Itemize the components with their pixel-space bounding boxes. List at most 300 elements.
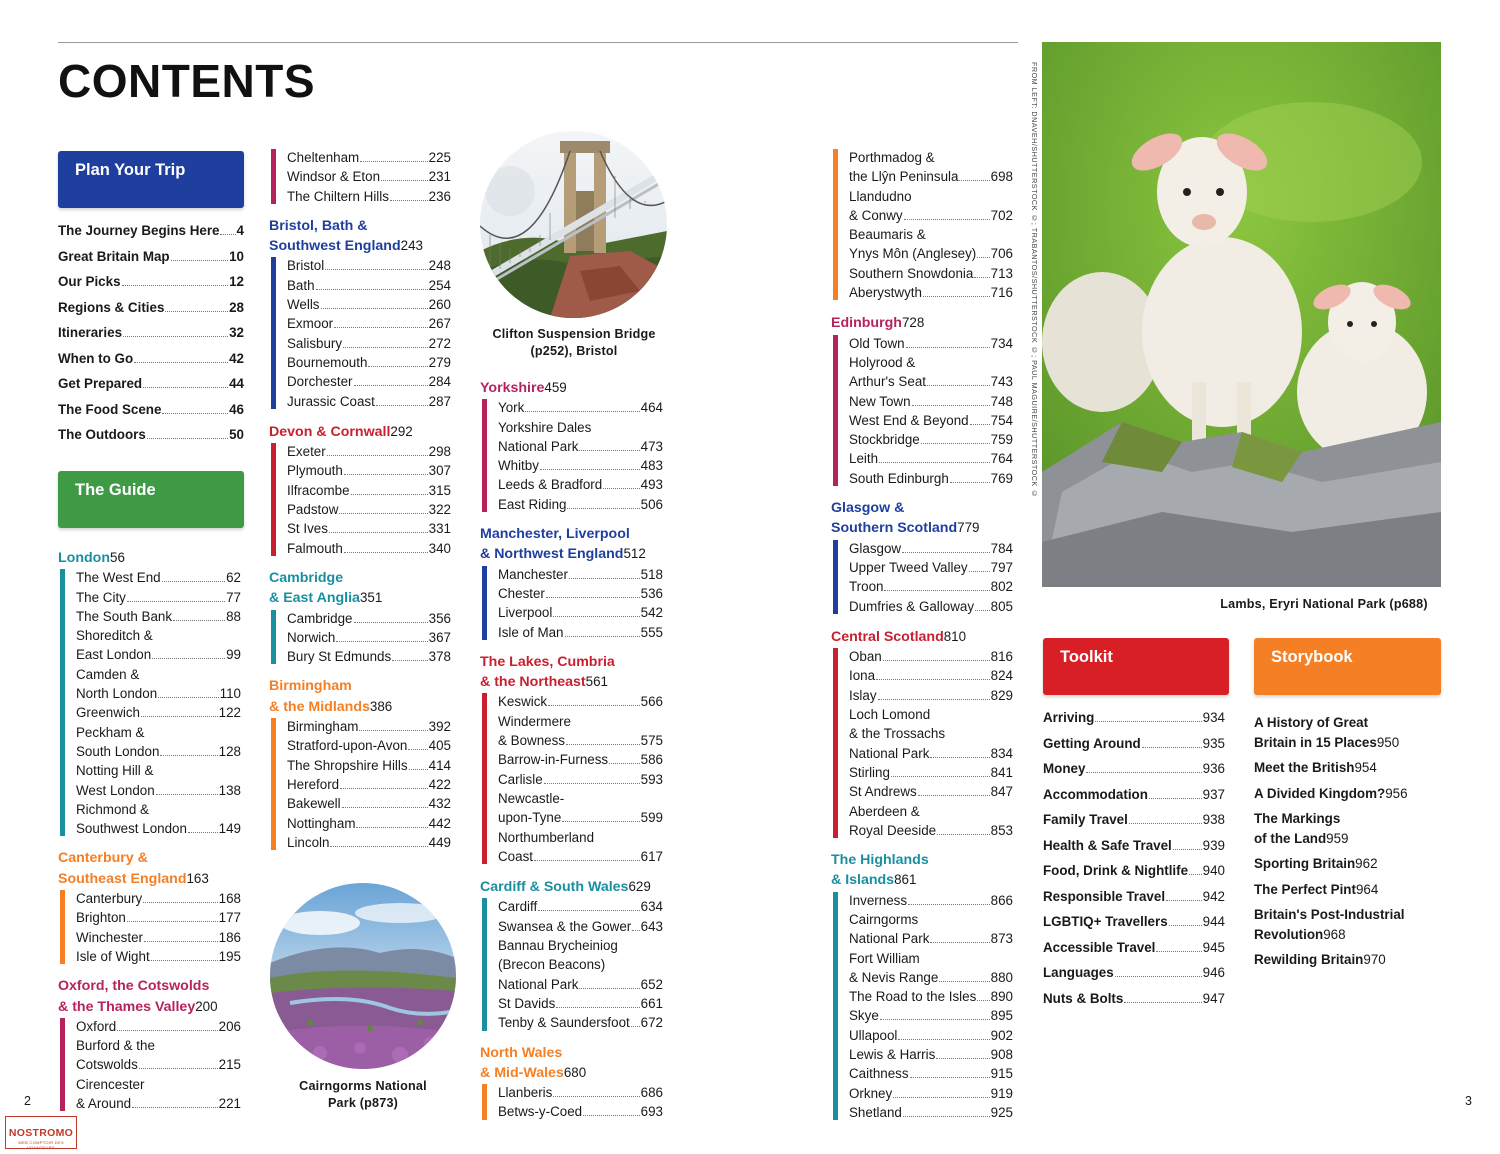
section-item[interactable] xyxy=(849,666,1013,685)
section-item-page: 99 xyxy=(226,647,241,663)
section-item[interactable] xyxy=(849,1084,1013,1103)
section-item-name: & Nevis Range xyxy=(849,969,939,985)
section-color-bar xyxy=(60,1018,65,1111)
section-item[interactable] xyxy=(287,187,451,206)
section-item[interactable] xyxy=(849,411,1013,430)
dot-leader xyxy=(339,513,427,514)
storybook-entry-last xyxy=(1254,733,1436,753)
section-item[interactable] xyxy=(498,495,663,514)
storybook-entry-page: 950 xyxy=(1376,734,1400,750)
section-item[interactable] xyxy=(849,821,1013,840)
photo-credit: FROM LEFT: DNAVEH/SHUTTERSTOCK ©; TRABANTOS/SHUTTERSTOCK ©; PAUL MAGUIRE/SHUTTERSTOCK © xyxy=(1030,62,1039,499)
section-item-name: West London xyxy=(76,782,155,798)
section-item[interactable] xyxy=(849,686,1013,705)
dot-leader xyxy=(937,834,990,835)
toolkit-entry[interactable] xyxy=(1043,838,1225,864)
section-items xyxy=(831,148,1013,302)
section-item-name: National Park xyxy=(498,438,579,454)
section-item[interactable] xyxy=(287,276,451,295)
section-item-page: 356 xyxy=(428,610,451,626)
plan-entry[interactable] xyxy=(58,402,244,428)
section-item[interactable] xyxy=(76,588,241,607)
section-item-name: The Road to the Isles xyxy=(849,989,977,1005)
plan-entry-name: The Food Scene xyxy=(58,401,162,417)
page-title: CONTENTS xyxy=(58,55,315,107)
section-item[interactable] xyxy=(287,461,451,480)
dot-leader xyxy=(330,846,427,847)
section-item[interactable] xyxy=(849,283,1013,302)
section-item-page: 652 xyxy=(640,976,663,992)
section-item[interactable] xyxy=(849,539,1013,558)
section-title[interactable] xyxy=(269,677,451,717)
section-item-name: Norwich xyxy=(287,629,336,645)
section-item[interactable] xyxy=(849,891,1013,910)
section-item-page: 177 xyxy=(218,910,241,926)
section-item-name: Southwest London xyxy=(76,821,187,837)
section-item[interactable] xyxy=(849,558,1013,577)
section-items xyxy=(269,717,451,852)
plan-entry[interactable] xyxy=(58,427,244,453)
section-item[interactable] xyxy=(849,577,1013,596)
section-item[interactable] xyxy=(498,584,663,603)
dot-leader xyxy=(632,930,639,931)
storybook-list xyxy=(1254,713,1436,970)
dot-leader xyxy=(342,807,428,808)
section-item[interactable] xyxy=(498,750,663,769)
plan-entry-page: 50 xyxy=(229,427,244,442)
dot-leader xyxy=(910,1077,990,1078)
section-item[interactable] xyxy=(287,756,451,775)
plan-entry-name: Get Prepared xyxy=(58,376,143,391)
section-title[interactable] xyxy=(269,422,451,442)
section-item-name: Leith xyxy=(849,451,879,467)
section-title[interactable] xyxy=(269,569,451,609)
section-item[interactable] xyxy=(498,770,663,789)
dot-leader xyxy=(316,289,428,290)
section-item[interactable] xyxy=(849,469,1013,488)
guide-section xyxy=(480,1044,663,1122)
section-item-page: 716 xyxy=(990,285,1013,301)
section-item[interactable] xyxy=(76,607,241,626)
storybook-entry[interactable] xyxy=(1254,854,1436,874)
bridge-caption-line-1: Clifton Suspension Bridge xyxy=(492,327,656,341)
section-item[interactable] xyxy=(287,148,451,167)
dot-leader xyxy=(127,921,218,922)
section-title[interactable] xyxy=(831,851,1013,891)
toolkit-entry[interactable] xyxy=(1043,812,1225,838)
section-item[interactable] xyxy=(287,392,451,411)
section-item[interactable] xyxy=(287,481,451,500)
section-item-page: 272 xyxy=(428,335,451,351)
section-item-name: Exmoor xyxy=(287,316,334,332)
toolkit-entry[interactable] xyxy=(1043,991,1225,1017)
section-item[interactable] xyxy=(76,947,241,966)
section-item[interactable] xyxy=(76,819,241,838)
plan-entry[interactable] xyxy=(58,351,244,377)
section-title-page: 386 xyxy=(369,698,393,714)
section-item-line: Shoreditch & xyxy=(76,628,153,644)
dot-leader xyxy=(906,347,990,348)
section-item[interactable] xyxy=(498,808,663,827)
section-item[interactable] xyxy=(287,353,451,372)
section-item-page: 536 xyxy=(640,585,663,601)
section-item[interactable] xyxy=(849,206,1013,225)
section-item[interactable] xyxy=(498,897,663,916)
section-title[interactable] xyxy=(480,1044,663,1084)
section-item[interactable] xyxy=(287,256,451,275)
section-item-page: 902 xyxy=(990,1027,1013,1043)
section-item[interactable] xyxy=(287,736,451,755)
toolkit-entry-page: 938 xyxy=(1202,812,1225,827)
section-item[interactable] xyxy=(849,430,1013,449)
section-title-row xyxy=(269,236,451,256)
section-item[interactable] xyxy=(287,717,451,736)
toolkit-entry[interactable] xyxy=(1043,940,1225,966)
toolkit-entry-page: 937 xyxy=(1202,786,1225,802)
section-item[interactable] xyxy=(849,167,1013,186)
section-item-page: 847 xyxy=(990,784,1013,800)
section-item-name: Troon xyxy=(849,579,884,595)
section-item[interactable] xyxy=(849,1045,1013,1064)
plan-entry[interactable] xyxy=(58,274,244,300)
section-item[interactable] xyxy=(76,889,241,908)
section-item[interactable] xyxy=(849,244,1013,263)
plan-entry-page: 46 xyxy=(229,401,244,417)
section-item-name: Tenby & Saundersfoot xyxy=(498,1015,630,1031)
section-item-name: Ilfracombe xyxy=(287,482,350,498)
toolkit-entry[interactable] xyxy=(1043,863,1225,889)
dot-leader xyxy=(327,455,428,456)
dot-leader xyxy=(579,450,639,451)
toolkit-entry[interactable] xyxy=(1043,914,1225,940)
section-item[interactable] xyxy=(287,539,451,558)
section-item[interactable] xyxy=(849,782,1013,801)
section-item[interactable] xyxy=(287,334,451,353)
section-item-name: Canterbury xyxy=(76,891,143,907)
plan-entry[interactable] xyxy=(58,223,244,249)
section-title-page: 680 xyxy=(563,1064,587,1080)
dot-leader xyxy=(1129,823,1202,824)
section-item-page: 575 xyxy=(640,733,663,749)
section-item[interactable] xyxy=(849,334,1013,353)
section-item[interactable] xyxy=(498,1013,663,1032)
section-title-line: Glasgow & xyxy=(831,500,905,517)
storybook-entry[interactable] xyxy=(1254,713,1436,752)
plan-entry[interactable] xyxy=(58,249,244,275)
section-item-page: 895 xyxy=(990,1008,1013,1024)
storybook-entry[interactable] xyxy=(1254,784,1436,804)
section-item-page: 805 xyxy=(990,598,1013,614)
section-item[interactable] xyxy=(287,647,451,666)
column-1 xyxy=(58,151,244,453)
section-item[interactable] xyxy=(76,1055,241,1074)
section-item-line: Fort William xyxy=(849,950,920,966)
storybook-entry-line: Britain's Post-Industrial xyxy=(1254,907,1405,922)
storybook-entry-name: of the Land xyxy=(1254,830,1327,846)
section-item-page: 307 xyxy=(428,463,451,479)
section-item[interactable] xyxy=(498,475,663,494)
plan-entry[interactable] xyxy=(58,300,244,326)
section-item[interactable] xyxy=(498,623,663,642)
section-item[interactable] xyxy=(498,1102,663,1121)
section-item[interactable] xyxy=(498,456,663,475)
section-item[interactable] xyxy=(76,781,241,800)
storybook-entry-page: 954 xyxy=(1354,760,1377,775)
storybook-entry-line: A History of Great xyxy=(1254,715,1369,730)
section-item-name: Leeds & Bradford xyxy=(498,477,603,493)
section-title-name: & Islands xyxy=(831,872,895,889)
section-title[interactable] xyxy=(480,877,663,897)
section-item-page: 759 xyxy=(990,432,1013,448)
section-item[interactable] xyxy=(498,917,663,936)
section-title[interactable] xyxy=(480,653,663,693)
section-item[interactable] xyxy=(76,568,241,587)
section-item[interactable] xyxy=(849,929,1013,948)
section-item-name: Betws-y-Coed xyxy=(498,1104,583,1120)
section-item[interactable] xyxy=(287,295,451,314)
section-item[interactable] xyxy=(287,833,451,852)
toolkit-entry[interactable] xyxy=(1043,787,1225,813)
section-title[interactable] xyxy=(58,548,241,568)
section-item[interactable] xyxy=(287,609,451,628)
section-item-name: Windsor & Eton xyxy=(287,169,381,185)
section-item-line: (Brecon Beacons) xyxy=(498,957,606,973)
section-item-page: 284 xyxy=(428,374,451,390)
section-color-bar xyxy=(271,149,276,204)
section-item-page: 506 xyxy=(640,496,663,512)
section-item[interactable] xyxy=(76,742,241,761)
bridge-caption xyxy=(480,326,668,360)
toolkit-entry-name: Accessible Travel xyxy=(1043,939,1156,955)
section-item[interactable] xyxy=(849,763,1013,782)
section-item[interactable] xyxy=(498,437,663,456)
section-color-bar xyxy=(482,566,487,640)
section-item-page: 784 xyxy=(990,540,1013,556)
storybook-entry[interactable] xyxy=(1254,905,1436,944)
cairngorms-caption-line-2: Park (p873) xyxy=(327,1096,399,1110)
section-item-page: 713 xyxy=(990,265,1013,281)
section-item-name: Orkney xyxy=(849,1085,893,1101)
section-item-page: 215 xyxy=(218,1057,241,1073)
section-item-line: Bannau Brycheiniog xyxy=(498,938,618,954)
section-item[interactable] xyxy=(849,392,1013,411)
section-item-page: 464 xyxy=(640,400,663,416)
toolkit-entry-page: 935 xyxy=(1202,735,1225,751)
section-item[interactable] xyxy=(849,744,1013,763)
dot-leader xyxy=(360,161,427,162)
section-item[interactable] xyxy=(498,692,663,711)
section-item-name: Manchester xyxy=(498,566,568,582)
section-item[interactable] xyxy=(849,449,1013,468)
section-title[interactable] xyxy=(831,627,1013,647)
dot-leader xyxy=(141,716,218,717)
right-page-number: 3 xyxy=(1465,1094,1472,1108)
section-item[interactable] xyxy=(498,731,663,750)
section-item-page: 149 xyxy=(218,821,241,837)
section-items xyxy=(480,565,663,642)
section-item-name: Islay xyxy=(849,687,877,703)
section-title[interactable] xyxy=(58,977,241,1017)
section-color-bar xyxy=(60,569,65,836)
section-item[interactable] xyxy=(287,628,451,647)
section-item-page: 267 xyxy=(428,316,451,332)
plan-entry[interactable] xyxy=(58,325,244,351)
dot-leader xyxy=(562,821,639,822)
section-item[interactable] xyxy=(849,987,1013,1006)
section-item[interactable] xyxy=(498,1083,663,1102)
toolkit-entry[interactable] xyxy=(1043,761,1225,787)
section-item[interactable] xyxy=(76,908,241,927)
section-item[interactable] xyxy=(76,1094,241,1113)
section-item[interactable] xyxy=(287,442,451,461)
storybook-entry-last xyxy=(1254,854,1436,874)
section-title[interactable] xyxy=(831,499,1013,539)
section-item[interactable] xyxy=(498,994,663,1013)
section-item-name: Winchester xyxy=(76,929,143,945)
section-item-page: 555 xyxy=(640,624,663,640)
section-item-page: 442 xyxy=(428,815,451,831)
section-item[interactable] xyxy=(849,1064,1013,1083)
storybook-entry-page: 970 xyxy=(1363,952,1386,967)
toolkit-entry[interactable] xyxy=(1043,965,1225,991)
section-item-name: Bath xyxy=(287,277,315,293)
section-item[interactable] xyxy=(849,968,1013,987)
section-item-name: Hereford xyxy=(287,776,340,792)
section-title[interactable] xyxy=(831,313,1013,333)
toolkit-entry[interactable] xyxy=(1043,710,1225,736)
toolkit-entry-name: Money xyxy=(1043,761,1086,776)
section-item[interactable] xyxy=(287,519,451,538)
section-title[interactable] xyxy=(480,525,663,565)
section-item-page: 754 xyxy=(990,412,1013,428)
dot-leader xyxy=(525,411,639,412)
dot-leader xyxy=(923,296,990,297)
dot-leader xyxy=(1156,951,1201,952)
bridge-photo xyxy=(480,131,667,318)
plan-list xyxy=(58,223,244,453)
dot-leader xyxy=(1169,925,1202,926)
section-item-page: 122 xyxy=(218,705,241,721)
section-title[interactable] xyxy=(269,217,451,257)
section-item[interactable] xyxy=(76,684,241,703)
section-item[interactable] xyxy=(287,794,451,813)
section-title-row xyxy=(269,422,451,442)
section-item-name: Plymouth xyxy=(287,463,343,479)
storybook-entry-name: Revolution xyxy=(1254,926,1324,942)
guide-section xyxy=(831,851,1013,1122)
section-items xyxy=(269,609,451,667)
section-title-page: 200 xyxy=(195,998,218,1014)
section-item[interactable] xyxy=(849,597,1013,616)
section-item[interactable] xyxy=(76,645,241,664)
section-item[interactable] xyxy=(287,775,451,794)
dot-leader xyxy=(534,860,640,861)
section-item[interactable] xyxy=(498,603,663,622)
toolkit-box: Toolkit xyxy=(1043,638,1229,695)
section-item[interactable] xyxy=(76,1017,241,1036)
section-items xyxy=(269,256,451,410)
toolkit-entry[interactable] xyxy=(1043,889,1225,915)
section-items xyxy=(480,398,663,514)
toolkit-entry-name: Family Travel xyxy=(1043,812,1128,827)
section-item-name: Royal Deeside xyxy=(849,822,937,838)
section-title-line: Cambridge xyxy=(269,569,344,586)
section-item[interactable] xyxy=(498,975,663,994)
dot-leader xyxy=(220,234,235,235)
storybook-entry[interactable] xyxy=(1254,758,1436,778)
storybook-entry[interactable] xyxy=(1254,880,1436,900)
section-item[interactable] xyxy=(849,647,1013,666)
section-item[interactable] xyxy=(849,1103,1013,1122)
section-item-page: 168 xyxy=(218,891,241,907)
section-item[interactable] xyxy=(498,398,663,417)
dot-leader xyxy=(1124,1002,1201,1003)
section-item[interactable] xyxy=(287,500,451,519)
section-item-name: The Chiltern Hills xyxy=(287,188,389,204)
section-item[interactable] xyxy=(849,1006,1013,1025)
section-title[interactable] xyxy=(58,849,241,889)
plan-entry-name: Our Picks xyxy=(58,274,121,289)
storybook-entry-last xyxy=(1254,880,1436,900)
section-title-line: Manchester, Liverpool xyxy=(480,526,630,543)
dot-leader xyxy=(1115,976,1202,977)
section-item-name: Stratford-upon-Avon xyxy=(287,738,408,754)
section-items xyxy=(480,692,663,866)
section-title-page: 459 xyxy=(544,380,567,395)
section-item[interactable] xyxy=(287,814,451,833)
storybook-entry[interactable] xyxy=(1254,809,1436,848)
dot-leader xyxy=(132,1107,218,1108)
toolkit-entry[interactable] xyxy=(1043,736,1225,762)
dot-leader xyxy=(334,327,428,328)
section-item[interactable] xyxy=(287,314,451,333)
section-item[interactable] xyxy=(287,372,451,391)
section-item-name: Stirling xyxy=(849,764,890,780)
plan-entry-name: When to Go xyxy=(58,350,134,366)
section-item[interactable] xyxy=(76,928,241,947)
section-title-name: & East Anglia xyxy=(269,590,360,607)
storybook-entry-name: Rewilding Britain xyxy=(1254,952,1364,967)
dot-leader xyxy=(139,1068,218,1069)
dot-leader xyxy=(351,494,428,495)
section-item[interactable] xyxy=(849,264,1013,283)
section-item-page: 566 xyxy=(640,694,663,710)
section-item-page: 138 xyxy=(218,782,241,798)
dot-leader xyxy=(127,601,225,602)
section-item[interactable] xyxy=(287,167,451,186)
section-title-name: Southwest England xyxy=(269,238,401,255)
section-title[interactable] xyxy=(480,378,663,398)
plan-entry[interactable] xyxy=(58,376,244,402)
section-item-name: Southern Snowdonia xyxy=(849,265,974,281)
section-item-name: Ynys Môn (Anglesey) xyxy=(849,246,977,262)
guide-section xyxy=(58,977,241,1113)
section-item[interactable] xyxy=(498,847,663,866)
section-item-page: 542 xyxy=(640,605,663,621)
section-item[interactable] xyxy=(498,565,663,584)
section-item[interactable] xyxy=(849,372,1013,391)
section-title-line: The Lakes, Cumbria xyxy=(480,653,615,670)
dot-leader xyxy=(392,660,427,661)
section-item-page: 617 xyxy=(640,848,663,864)
dot-leader xyxy=(134,362,228,363)
section-title-name: & Mid-Wales xyxy=(480,1064,564,1081)
storybook-entry[interactable] xyxy=(1254,950,1436,970)
section-item[interactable] xyxy=(76,703,241,722)
section-item-page: 298 xyxy=(428,444,451,460)
section-item-page: 449 xyxy=(428,834,451,850)
section-item[interactable] xyxy=(849,1026,1013,1045)
